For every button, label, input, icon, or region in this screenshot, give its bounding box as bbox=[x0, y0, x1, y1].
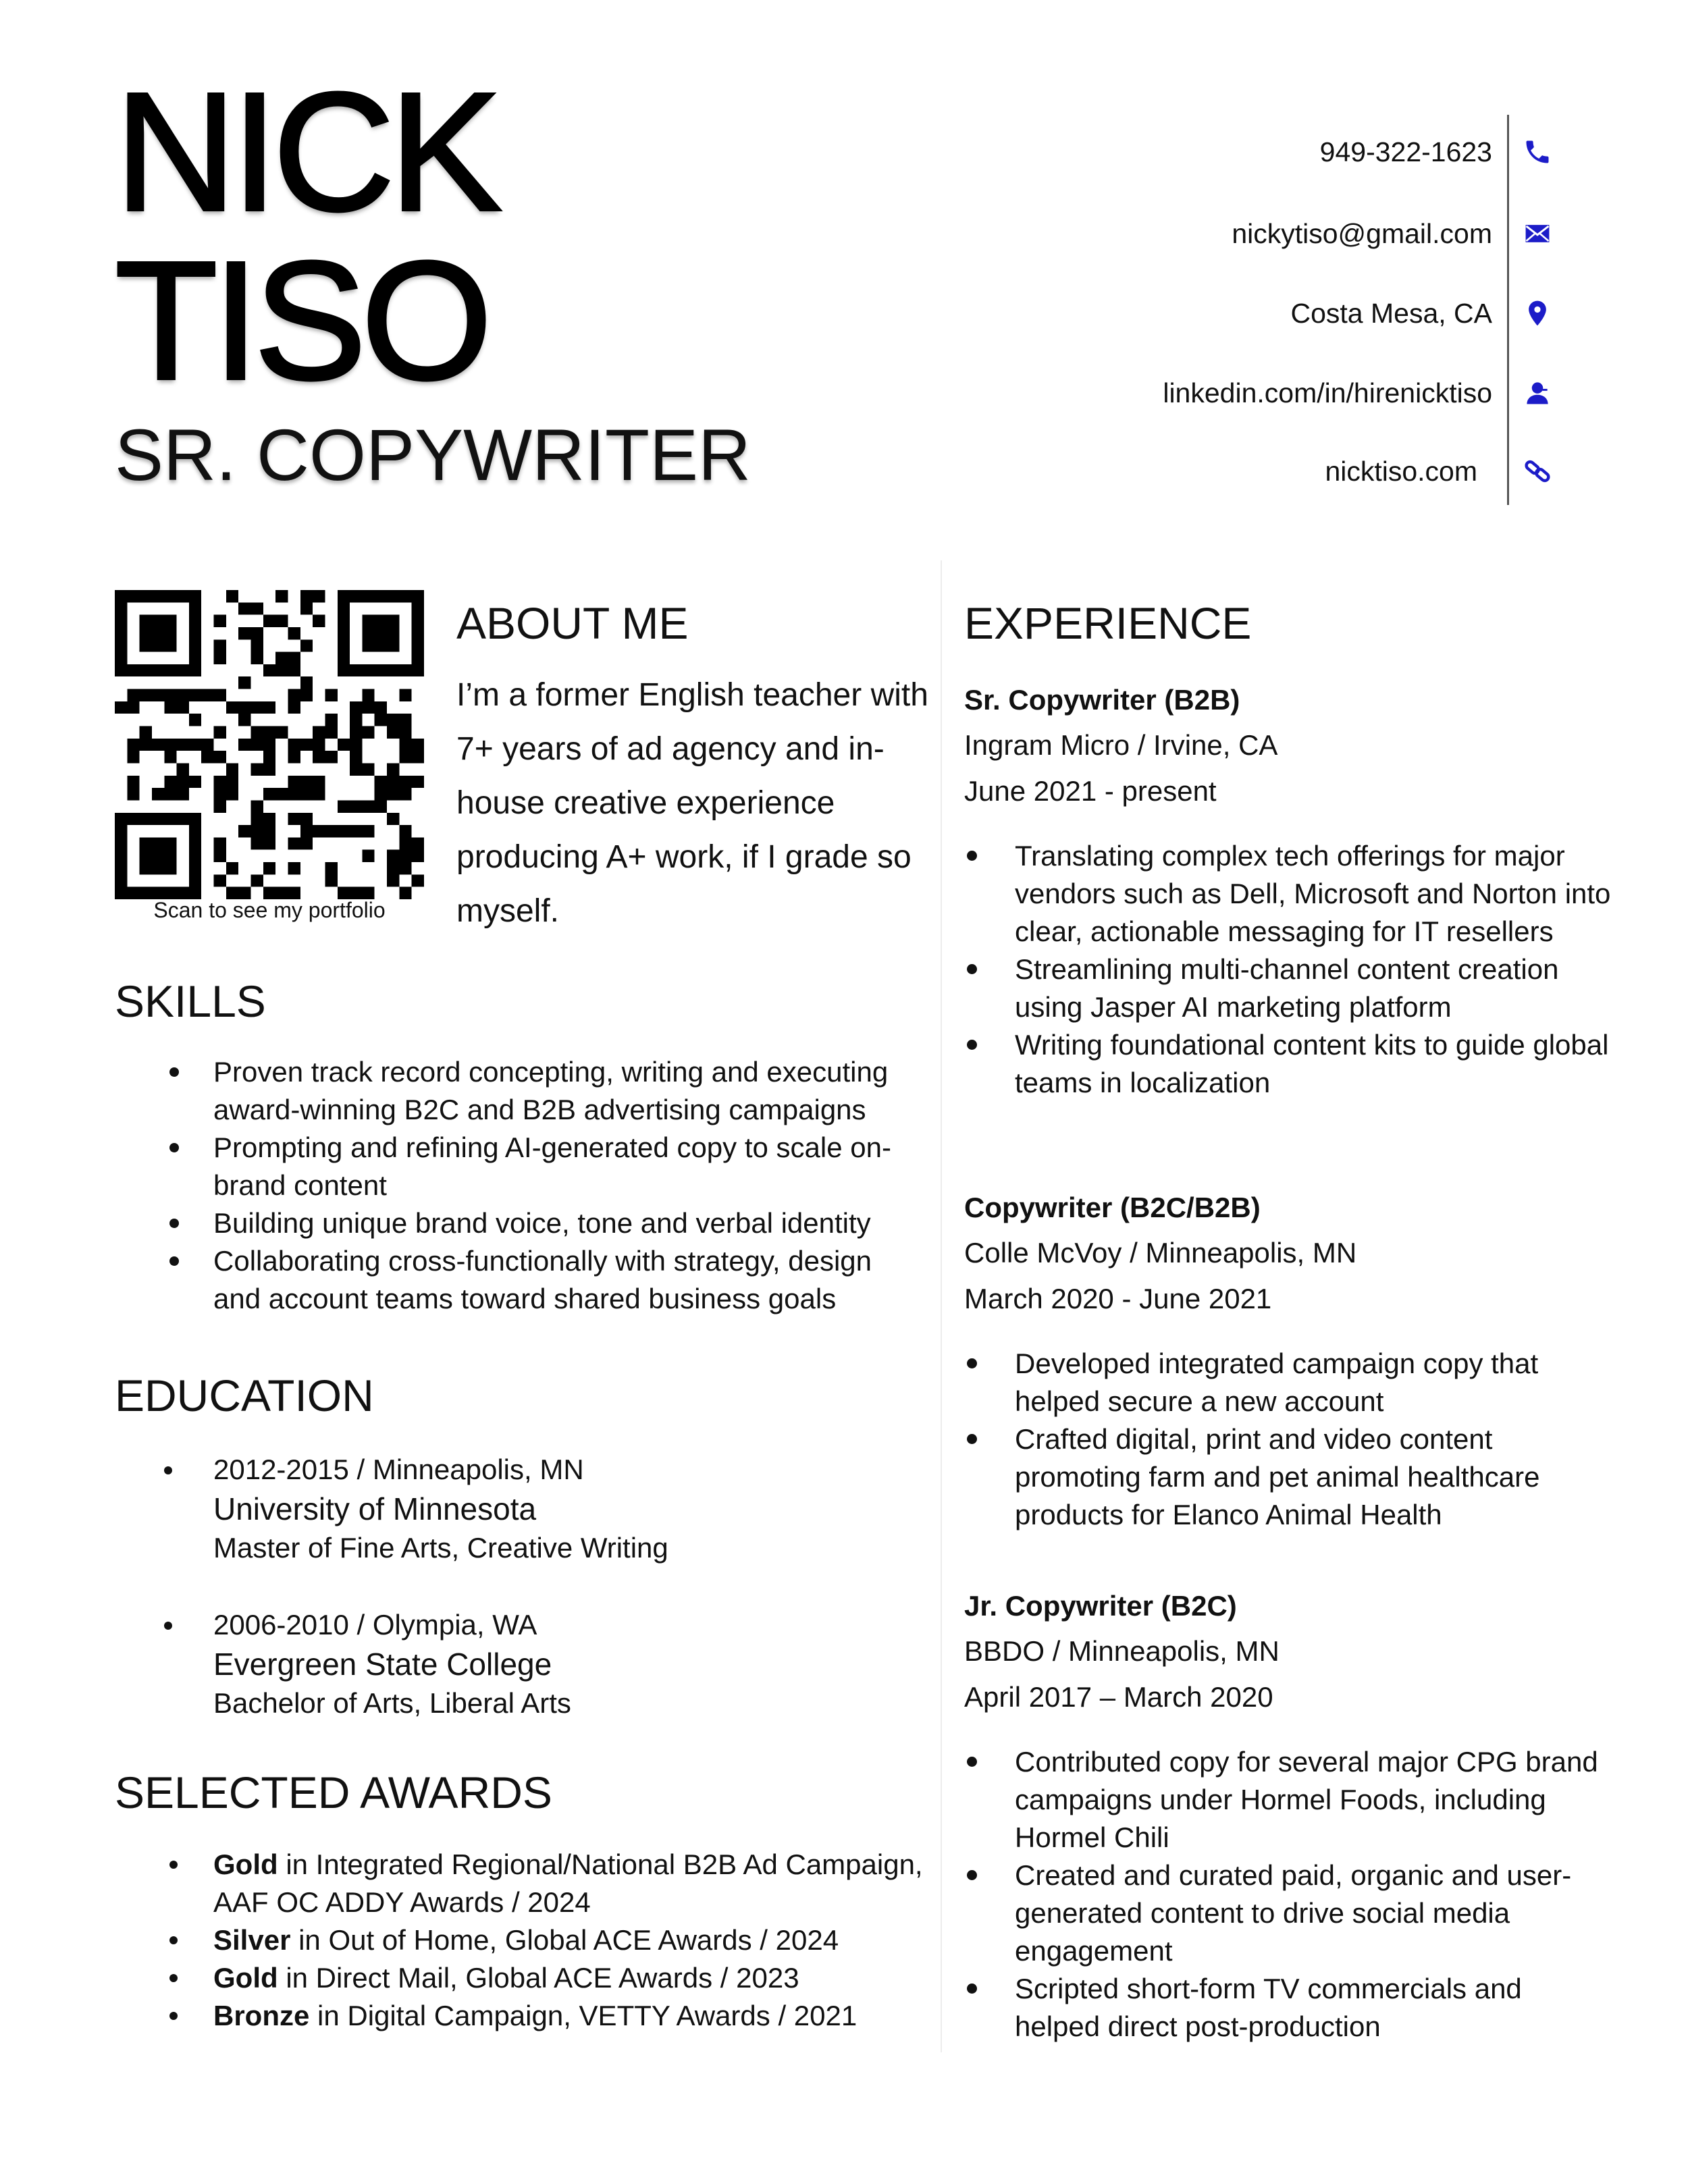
education-school: University of Minnesota bbox=[213, 1491, 537, 1526]
job-dates: April 2017 – March 2020 bbox=[964, 1681, 1273, 1713]
education-school: Evergreen State College bbox=[213, 1647, 552, 1682]
job-role: Copywriter (B2C/B2B) bbox=[964, 1192, 1261, 1223]
phone-text[interactable]: 949-322-1623 bbox=[1319, 136, 1492, 167]
list-item: Developed integrated campaign copy that helped secure a new account bbox=[964, 1345, 1612, 1420]
list-item bbox=[164, 1959, 941, 1997]
job-title-heading: SR. COPYWRITER bbox=[115, 414, 751, 496]
awards-list bbox=[164, 1846, 941, 2035]
list-item bbox=[164, 1846, 941, 1921]
awards-heading: SELECTED AWARDS bbox=[115, 1767, 552, 1817]
education-degree: Master of Fine Arts, Creative Writing bbox=[213, 1532, 668, 1564]
qr-caption: Scan to see my portfolio bbox=[153, 898, 386, 922]
skills-list bbox=[164, 1053, 920, 1318]
award-medal: Silver bbox=[213, 1924, 291, 1956]
list-item: Streamlining multi-channel content creation using Jasper AI marketing platform bbox=[964, 951, 1612, 1026]
education-dates: 2006-2010 / Olympia, WA bbox=[213, 1609, 537, 1641]
website-text[interactable]: nicktiso.com bbox=[1325, 456, 1477, 487]
experience-heading: EXPERIENCE bbox=[964, 598, 1252, 648]
phone-icon bbox=[1523, 137, 1552, 167]
job-bullets bbox=[964, 1345, 1612, 1534]
job-entry bbox=[964, 1186, 1612, 1534]
education-dates: 2012-2015 / Minneapolis, MN bbox=[213, 1454, 584, 1485]
qr-code-image[interactable] bbox=[115, 590, 424, 899]
list-item bbox=[164, 1921, 941, 1959]
award-detail: in Digital Campaign, VETTY Awards / 2021 bbox=[309, 2000, 858, 2031]
name-last: TISO bbox=[115, 226, 487, 415]
education-heading: EDUCATION bbox=[115, 1370, 374, 1420]
list-item: Building unique brand voice, tone and verbal identity bbox=[164, 1204, 920, 1242]
job-role: Jr. Copywriter (B2C) bbox=[964, 1590, 1237, 1622]
location-pin-icon bbox=[1523, 298, 1552, 328]
contact-website bbox=[0, 444, 1688, 498]
award-medal: Gold bbox=[213, 1848, 278, 1880]
list-item: Scripted short-form TV commercials and helped direct post-production bbox=[964, 1970, 1612, 2046]
award-medal: Bronze bbox=[213, 2000, 310, 2031]
about-heading: ABOUT ME bbox=[456, 598, 689, 648]
job-dates: June 2021 - present bbox=[964, 775, 1217, 807]
list-item: Contributed copy for several major CPG brand campaigns under Hormel Foods, including Hormel Chili bbox=[964, 1743, 1612, 1857]
contact-phone bbox=[0, 125, 1688, 179]
list-item: Collaborating cross-functionally with strategy, design and account teams toward shared business goals bbox=[164, 1242, 920, 1318]
job-role: Sr. Copywriter (B2B) bbox=[964, 684, 1240, 716]
about-body: I’m a former English teacher with 7+ years of ad agency and in-house creative experience producing A+ work, if I grade so myself. bbox=[456, 677, 928, 929]
name-first: NICK bbox=[115, 57, 497, 246]
mail-icon bbox=[1523, 219, 1552, 248]
job-company: Ingram Micro / Irvine, CA bbox=[964, 729, 1278, 761]
education-degree: Bachelor of Arts, Liberal Arts bbox=[213, 1687, 571, 1719]
list-item: Writing foundational content kits to guide global teams in localization bbox=[964, 1026, 1612, 1102]
job-bullets bbox=[964, 837, 1612, 1102]
contact-location bbox=[0, 286, 1688, 340]
list-item bbox=[164, 1997, 941, 2035]
email-text[interactable]: nickytiso@gmail.com bbox=[1232, 218, 1492, 249]
list-item: Crafted digital, print and video content promoting farm and pet animal healthcare products for Elanco Animal Health bbox=[964, 1420, 1612, 1534]
list-item: Prompting and refining AI-generated copy to scale on-brand content bbox=[164, 1129, 920, 1204]
award-detail: in Out of Home, Global ACE Awards / 2024 bbox=[290, 1924, 839, 1956]
job-entry bbox=[964, 1584, 1612, 2046]
link-icon bbox=[1523, 456, 1552, 486]
award-medal: Gold bbox=[213, 1962, 278, 1994]
award-detail: in Direct Mail, Global ACE Awards / 2023 bbox=[278, 1962, 799, 1994]
user-icon bbox=[1523, 378, 1552, 408]
list-item: Proven track record concepting, writing and executing award-winning B2C and B2B advertising campaigns bbox=[164, 1053, 920, 1129]
job-company: BBDO / Minneapolis, MN bbox=[964, 1635, 1280, 1667]
location-text: Costa Mesa, CA bbox=[1290, 298, 1492, 329]
bullet-icon bbox=[164, 1466, 172, 1474]
job-company: Colle McVoy / Minneapolis, MN bbox=[964, 1237, 1357, 1269]
skills-heading: SKILLS bbox=[115, 976, 266, 1026]
award-detail: in Integrated Regional/National B2B Ad Campaign, AAF OC ADDY Awards / 2024 bbox=[213, 1848, 923, 1918]
bullet-icon bbox=[164, 1622, 172, 1630]
job-bullets bbox=[964, 1743, 1612, 2046]
job-dates: March 2020 - June 2021 bbox=[964, 1283, 1272, 1314]
linkedin-text[interactable]: linkedin.com/in/hirenicktiso bbox=[1163, 377, 1492, 408]
list-item: Created and curated paid, organic and user-generated content to drive social media engagement bbox=[964, 1857, 1612, 1970]
contact-linkedin bbox=[0, 366, 1688, 420]
list-item: Translating complex tech offerings for major vendors such as Dell, Microsoft and Norton into clear, actionable messaging for IT resellers bbox=[964, 837, 1612, 951]
job-entry bbox=[964, 678, 1612, 1102]
contact-email bbox=[0, 207, 1688, 261]
